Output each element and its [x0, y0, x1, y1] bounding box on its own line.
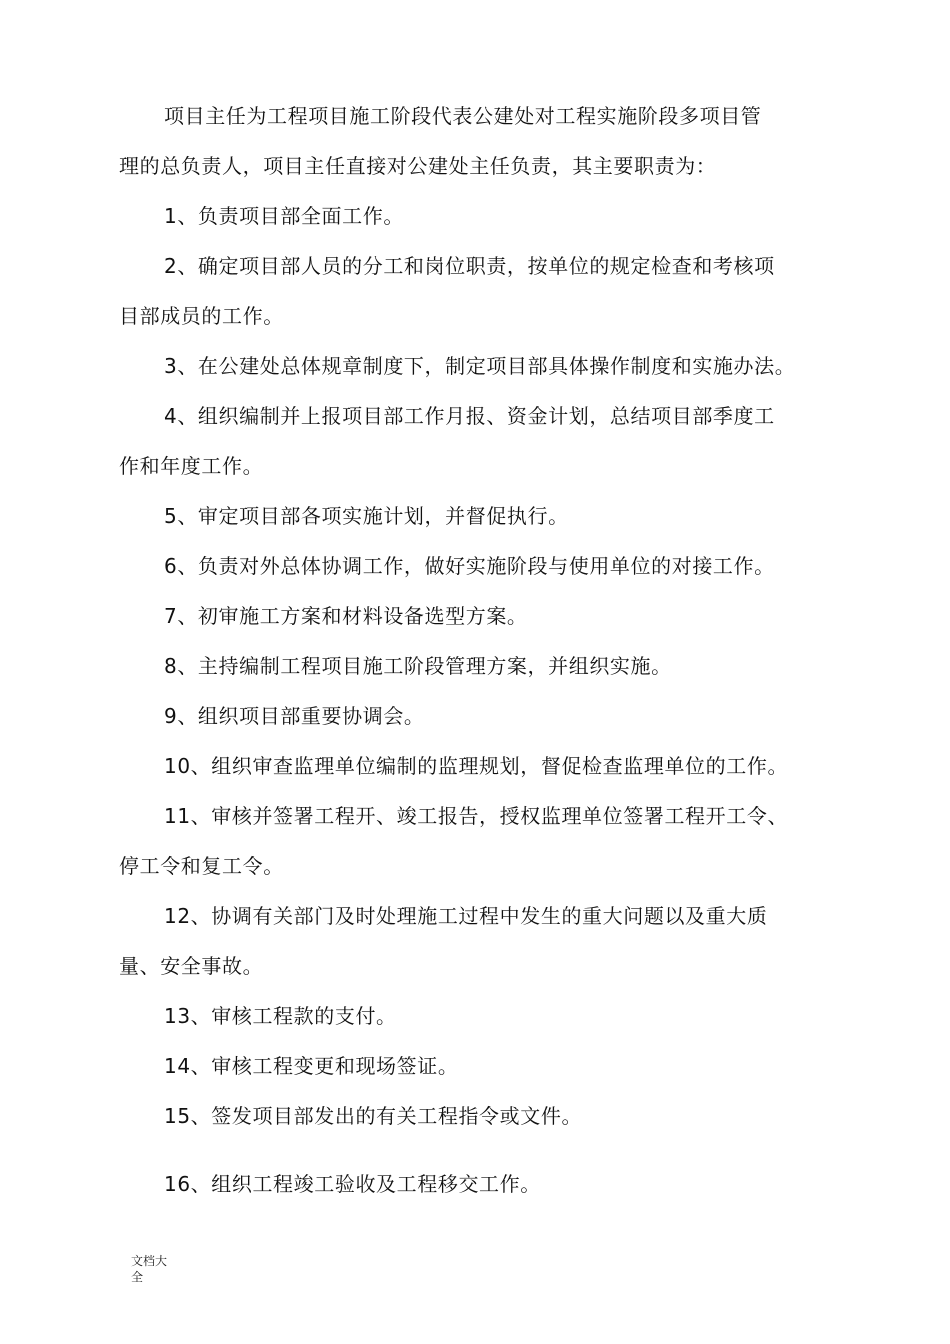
duty-item-16: 16、组织工程竣工验收及工程移交工作。 [164, 1172, 541, 1196]
duty-item-7: 7、初审施工方案和材料设备选型方案。 [164, 604, 528, 628]
duty-item-14: 14、审核工程变更和现场签证。 [164, 1054, 459, 1078]
duty-item-11: 11、审核并签署工程开、竣工报告，授权监理单位签署工程开工令、 [164, 804, 789, 828]
duty-item-12-cont: 量、安全事故。 [119, 954, 264, 978]
duty-item-2-cont: 目部成员的工作。 [119, 304, 284, 328]
intro-line-2: 理的总负责人，项目主任直接对公建处主任负责，其主要职责为： [119, 154, 717, 178]
duty-item-2: 2、确定项目部人员的分工和岗位职责，按单位的规定检查和考核项 [164, 254, 775, 278]
duty-item-15: 15、签发项目部发出的有关工程指令或文件。 [164, 1104, 583, 1128]
duty-item-3: 3、在公建处总体规章制度下，制定项目部具体操作制度和实施办法。 [164, 354, 796, 378]
duty-item-10: 10、组织审查监理单位编制的监理规划，督促检查监理单位的工作。 [164, 754, 789, 778]
duty-item-1: 1、负责项目部全面工作。 [164, 204, 404, 228]
duty-item-11-cont: 停工令和复工令。 [119, 854, 284, 878]
duty-item-9: 9、组织项目部重要协调会。 [164, 704, 425, 728]
duty-item-5: 5、审定项目部各项实施计划，并督促执行。 [164, 504, 569, 528]
intro-line-1: 项目主任为工程项目施工阶段代表公建处对工程实施阶段多项目管 [164, 104, 762, 128]
duty-item-13: 13、审核工程款的支付。 [164, 1004, 397, 1028]
duty-item-12: 12、协调有关部门及时处理施工过程中发生的重大问题以及重大质 [164, 904, 768, 928]
footer-label: 文档大全 [131, 1254, 168, 1284]
duty-item-8: 8、主持编制工程项目施工阶段管理方案，并组织实施。 [164, 654, 672, 678]
duty-item-4-cont: 作和年度工作。 [119, 454, 264, 478]
duty-item-4: 4、组织编制并上报项目部工作月报、资金计划，总结项目部季度工 [164, 404, 775, 428]
duty-item-6: 6、负责对外总体协调工作，做好实施阶段与使用单位的对接工作。 [164, 554, 775, 578]
